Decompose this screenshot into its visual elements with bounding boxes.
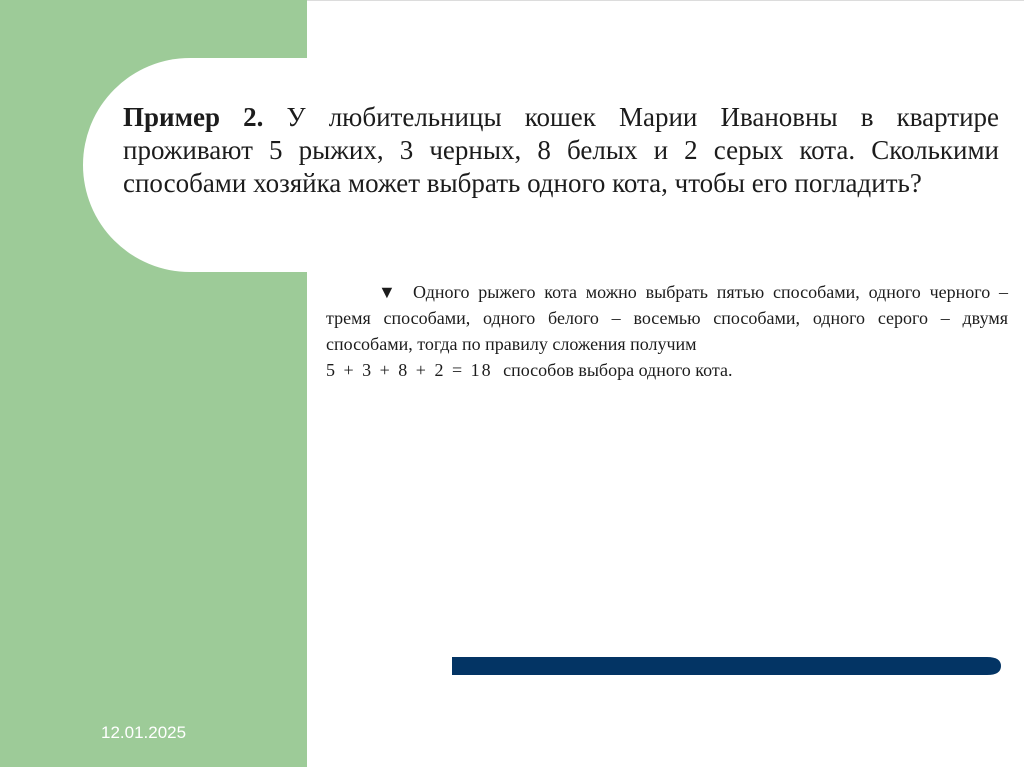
solution-conclusion: способов выбора одного кота. bbox=[503, 360, 733, 380]
example-label: Пример 2. bbox=[123, 102, 264, 132]
example-statement: У любительницы кошек Марии Ивановны в квартире проживают 5 рыжих, 3 черных, 8 белых и 2 серых кота. Сколькими способами хозяйка может выбрать одного кота, чтобы его погладить? bbox=[123, 102, 999, 198]
sum-formula: 5 + 3 + 8 + 2 = 18 bbox=[326, 360, 493, 380]
solution-statement: Одного рыжего кота можно выбрать пятью способами, одного черного – тремя способами, одного белого – восемью способами, одного серого – двумя способами, тогда по правилу сложения получим bbox=[326, 282, 1009, 354]
triangle-down-icon: ▼ bbox=[378, 282, 401, 302]
slide-date: 12.01.2025 bbox=[101, 723, 187, 742]
